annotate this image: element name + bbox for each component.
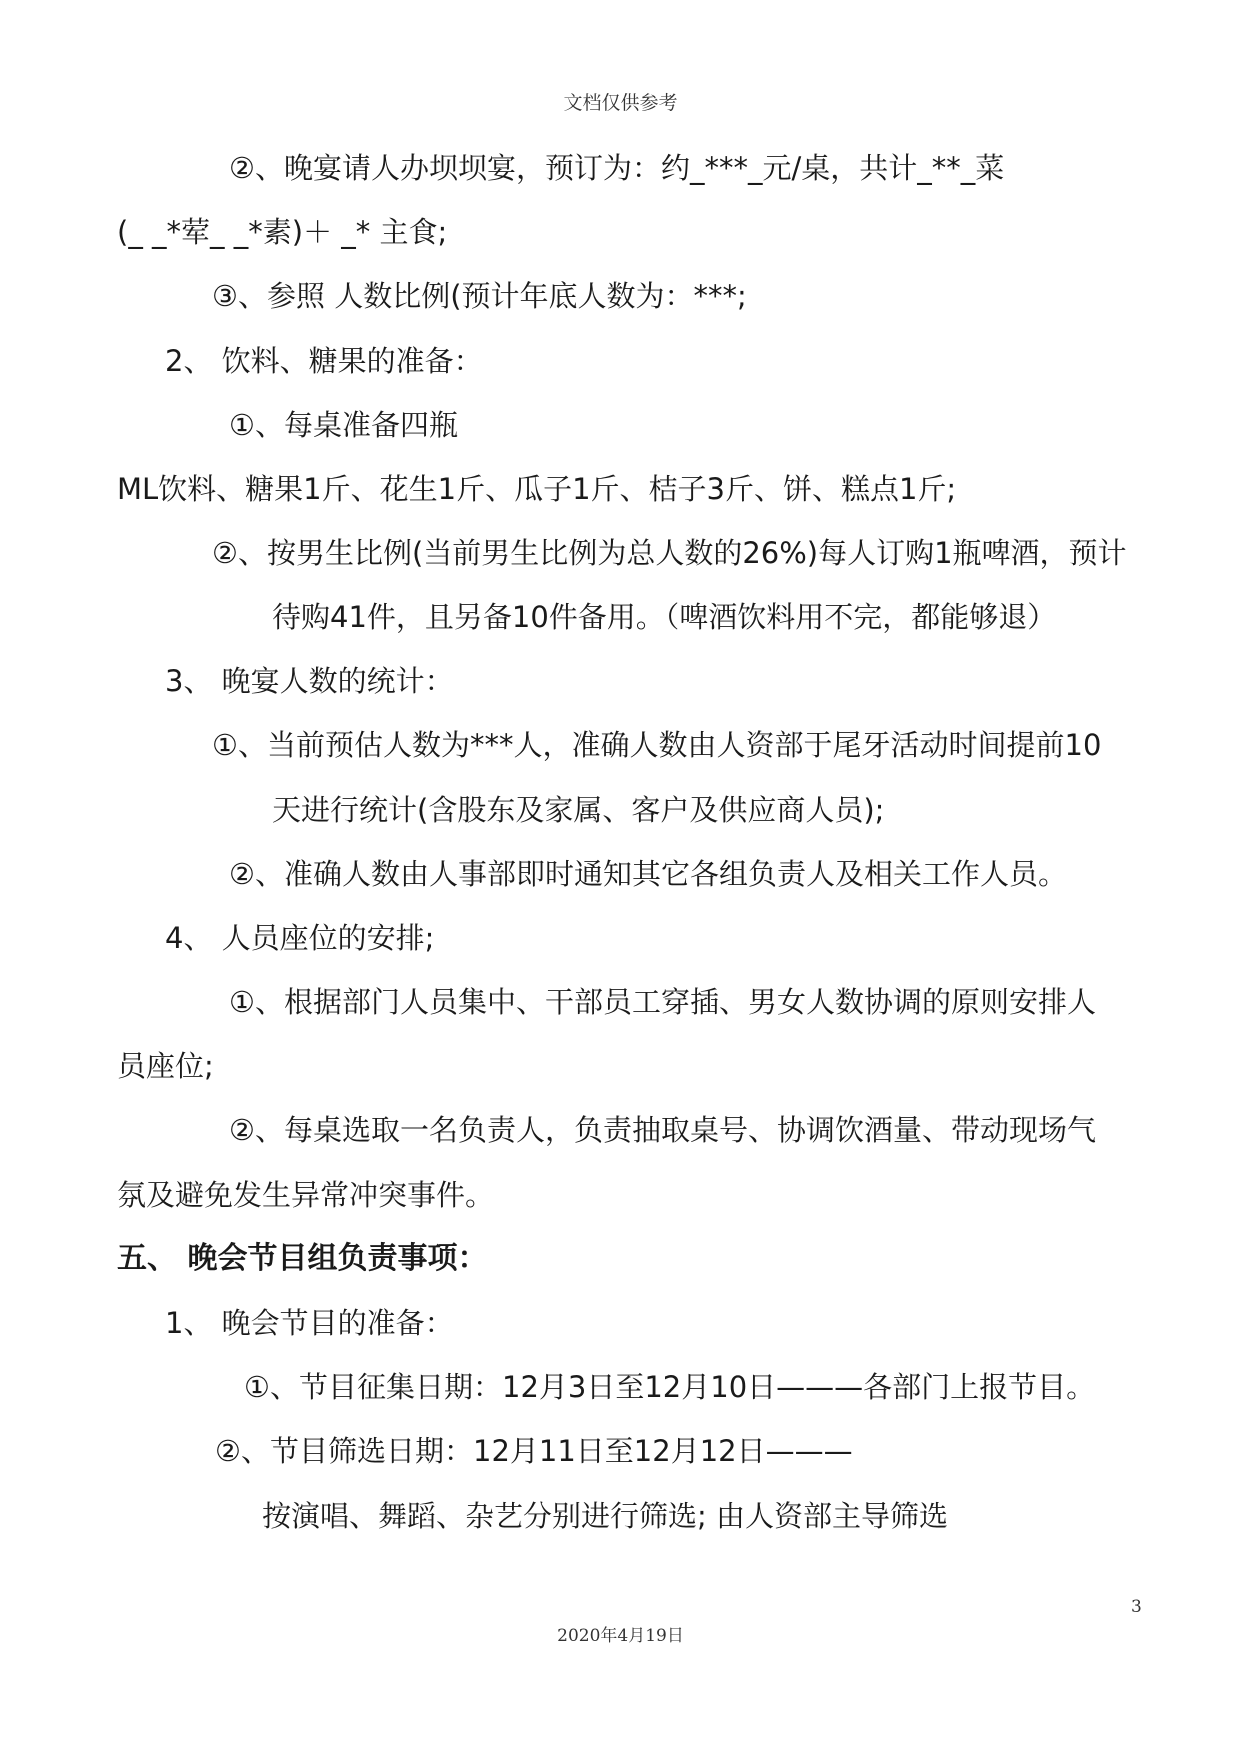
body-line-1: ②、晚宴请人办坝坝宴，预订为：约_***_元/桌，共计_**_菜 — [229, 151, 1005, 185]
body-line-20: ①、节目征集日期：12月3日至12月10日———各部门上报节目。 — [244, 1370, 1096, 1404]
section-heading-5-1: 1、 晚会节目的准备： — [165, 1306, 454, 1340]
body-line-11: 天进行统计(含股东及家属、客户及供应商人员); — [272, 793, 885, 827]
page-number: 3 — [1131, 1597, 1142, 1617]
body-line-8: 待购41件，且另备10件备用。（啤酒饮料用不完，都能够退） — [272, 600, 1057, 634]
body-line-10: ①、当前预估人数为***人，准确人数由人资部于尾牙活动时间提前10 — [212, 728, 1102, 762]
section-heading-4: 4、 人员座位的安排; — [165, 921, 435, 955]
body-line-22: 按演唱、舞蹈、杂艺分别进行筛选; 由人资部主导筛选 — [262, 1499, 948, 1533]
body-line-5: ①、每桌准备四瓶 — [229, 408, 458, 442]
body-line-14: ①、根据部门人员集中、干部员工穿插、男女人数协调的原则安排人 — [229, 985, 1096, 1019]
section-heading-3: 3、 晚宴人数的统计： — [165, 664, 454, 698]
body-line-6: ML饮料、糖果1斤、花生1斤、瓜子1斤、桔子3斤、饼、糕点1斤; — [117, 472, 957, 506]
body-line-7: ②、按男生比例(当前男生比例为总人数的26%)每人订购1瓶啤酒，预计 — [212, 536, 1127, 570]
section-heading-2: 2、 饮料、糖果的准备： — [165, 344, 483, 378]
document-header: 文档仅供参考 — [563, 92, 678, 114]
body-line-15: 员座位; — [117, 1049, 214, 1083]
body-line-3: ③、参照 人数比例(预计年底人数为：***; — [212, 279, 747, 313]
body-line-2: (_ _*荤_ _*素)＋ _* 主食; — [117, 215, 448, 249]
body-line-16: ②、每桌选取一名负责人，负责抽取桌号、协调饮酒量、带动现场气 — [229, 1113, 1096, 1147]
chapter-heading-5: 五、 晚会节目组负责事项： — [117, 1241, 488, 1276]
body-line-21: ②、节目筛选日期：12月11日至12月12日——— — [215, 1434, 853, 1468]
body-line-12: ②、准确人数由人事部即时通知其它各组负责人及相关工作人员。 — [229, 857, 1067, 891]
body-line-17: 氛及避免发生异常冲突事件。 — [117, 1178, 495, 1212]
footer-date: 2020年4月19日 — [557, 1626, 684, 1646]
